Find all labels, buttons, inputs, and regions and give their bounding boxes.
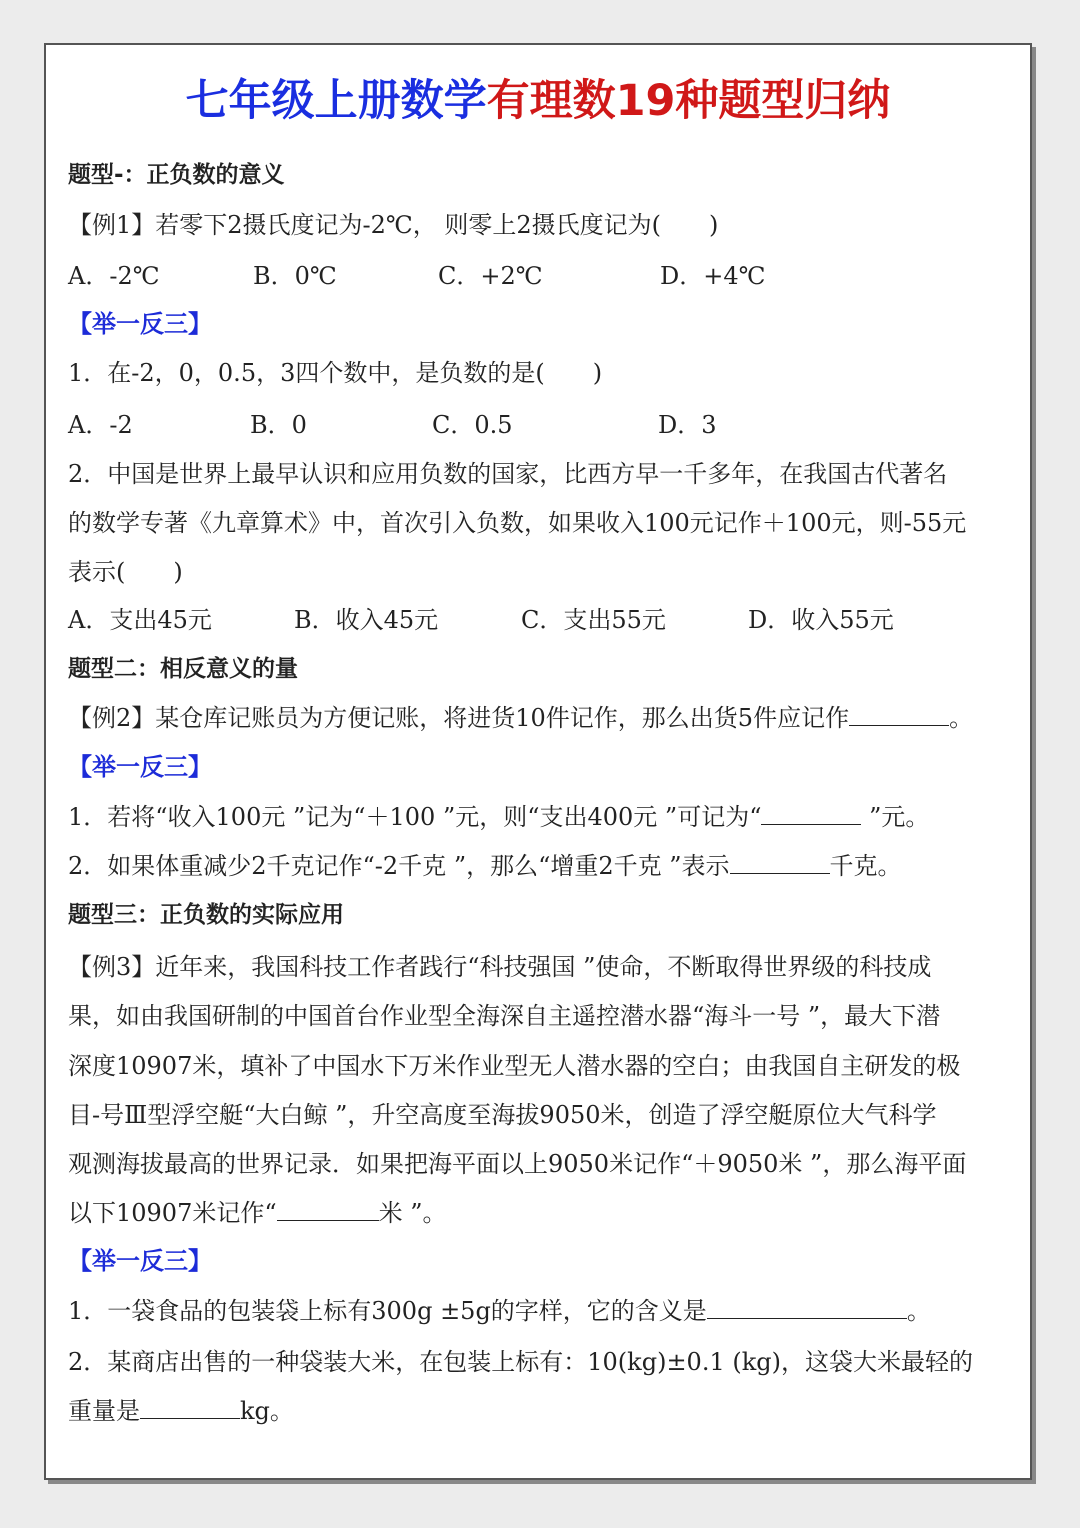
s1-question-1: 1．在-2，0，0.5，3四个数中，是负数的是( ) bbox=[68, 359, 603, 387]
s2-question-1-end: ”元。 bbox=[861, 803, 930, 831]
s2-question-2 bbox=[68, 850, 902, 882]
answer-blank bbox=[849, 703, 949, 726]
s3-question-1-text: 1．一袋食品的包装袋上标有300g ±5g的字样，它的含义是 bbox=[68, 1297, 707, 1325]
s2-question-1-text: 1．若将“收入100元 ”记为“＋100 ”元，则“支出400元 ”可记为“ bbox=[68, 803, 762, 831]
s3-question-2-line-2 bbox=[68, 1395, 294, 1427]
answer-blank bbox=[761, 802, 861, 825]
title-blue-part: 七年级上册数学 bbox=[185, 76, 487, 126]
s1-question-2-line-2: 的数学专著《九章算术》中，首次引入负数，如果收入100元记作＋100元，则-55元 bbox=[68, 509, 967, 537]
option-b: B．0℃ bbox=[253, 262, 337, 290]
example-2-text: 【例2】某仓库记账员为方便记账，将进货10件记作，那么出货5件应记作 bbox=[68, 704, 850, 732]
option-a: A．-2 bbox=[68, 411, 133, 439]
example-2 bbox=[68, 702, 973, 734]
s3-question-1 bbox=[68, 1295, 931, 1327]
example-3-line-3: 深度10907米，填补了中国水下万米作业型无人潜水器的空白；由我国自主研发的极 bbox=[68, 1052, 961, 1080]
option-c: C．0.5 bbox=[432, 411, 513, 439]
page-title bbox=[46, 72, 1030, 130]
s3-question-1-end: 。 bbox=[906, 1297, 931, 1325]
example-3-line-4: 目-号Ⅲ型浮空艇“大白鲸 ”，升空高度至海拔9050米，创造了浮空艇原位大气科学 bbox=[68, 1101, 937, 1129]
s3-question-2-line-2-text: 重量是 bbox=[68, 1397, 140, 1425]
example-3-line-2: 果，如由我国研制的中国首台作业型全海深自主遥控潜水器“海斗一号 ”，最大下潜 bbox=[68, 1002, 941, 1030]
answer-blank bbox=[277, 1198, 379, 1221]
example-3-line-6-end: 米 ”。 bbox=[378, 1199, 447, 1227]
answer-blank bbox=[707, 1296, 907, 1319]
s2-question-2-text: 2．如果体重减少2千克记作“-2千克 ”，那么“增重2千克 ”表示 bbox=[68, 852, 730, 880]
s2-question-1 bbox=[68, 801, 929, 833]
example-3-line-6-text: 以下10907米记作“ bbox=[68, 1199, 277, 1227]
juyi-label-3: 【举一反三】 bbox=[68, 1246, 212, 1275]
option-b: B．0 bbox=[250, 411, 307, 439]
document-page bbox=[44, 43, 1032, 1480]
juyi-label-2: 【举一反三】 bbox=[68, 752, 212, 781]
option-b: B．收入45元 bbox=[294, 606, 439, 634]
example-3-line-5: 观测海拔最高的世界记录．如果把海平面以上9050米记作“＋9050米 ”，那么海平面 bbox=[68, 1150, 967, 1178]
answer-blank bbox=[730, 851, 830, 874]
section-3-heading: 题型三：正负数的实际应用 bbox=[68, 902, 344, 928]
answer-blank bbox=[140, 1396, 240, 1419]
option-c: C．支出55元 bbox=[521, 606, 666, 634]
option-d: D．收入55元 bbox=[748, 606, 894, 634]
s3-question-2-line-2-end: kg。 bbox=[240, 1397, 294, 1425]
example-3-line-6 bbox=[68, 1197, 447, 1229]
juyi-label-1: 【举一反三】 bbox=[68, 309, 212, 338]
section-2-heading: 题型二：相反意义的量 bbox=[68, 656, 298, 682]
s1-question-2-line-3: 表示( ) bbox=[68, 558, 183, 586]
example-1: 【例1】若零下2摄氏度记为-2℃， 则零上2摄氏度记为( ) bbox=[68, 211, 719, 239]
title-red-part: 有理数19种题型归纳 bbox=[486, 76, 891, 126]
example-3-line-1: 【例3】近年来，我国科技工作者践行“科技强国 ”使命，不断取得世界级的科技成 bbox=[68, 953, 932, 981]
section-1-heading: 题型-：正负数的意义 bbox=[68, 162, 285, 188]
option-a: A．支出45元 bbox=[68, 606, 212, 634]
option-a: A．-2℃ bbox=[68, 262, 160, 290]
example-2-end: 。 bbox=[949, 704, 974, 732]
option-d: D．+4℃ bbox=[660, 262, 766, 290]
option-c: C．+2℃ bbox=[438, 262, 543, 290]
option-d: D．3 bbox=[658, 411, 717, 439]
s3-question-2-line-1: 2．某商店出售的一种袋装大米，在包装上标有：10(kg)±0.1 (kg)，这袋大米最轻的 bbox=[68, 1348, 973, 1376]
s2-question-2-end: 千克。 bbox=[829, 852, 902, 880]
s1-question-2-line-1: 2．中国是世界上最早认识和应用负数的国家，比西方早一千多年，在我国古代著名 bbox=[68, 460, 948, 488]
